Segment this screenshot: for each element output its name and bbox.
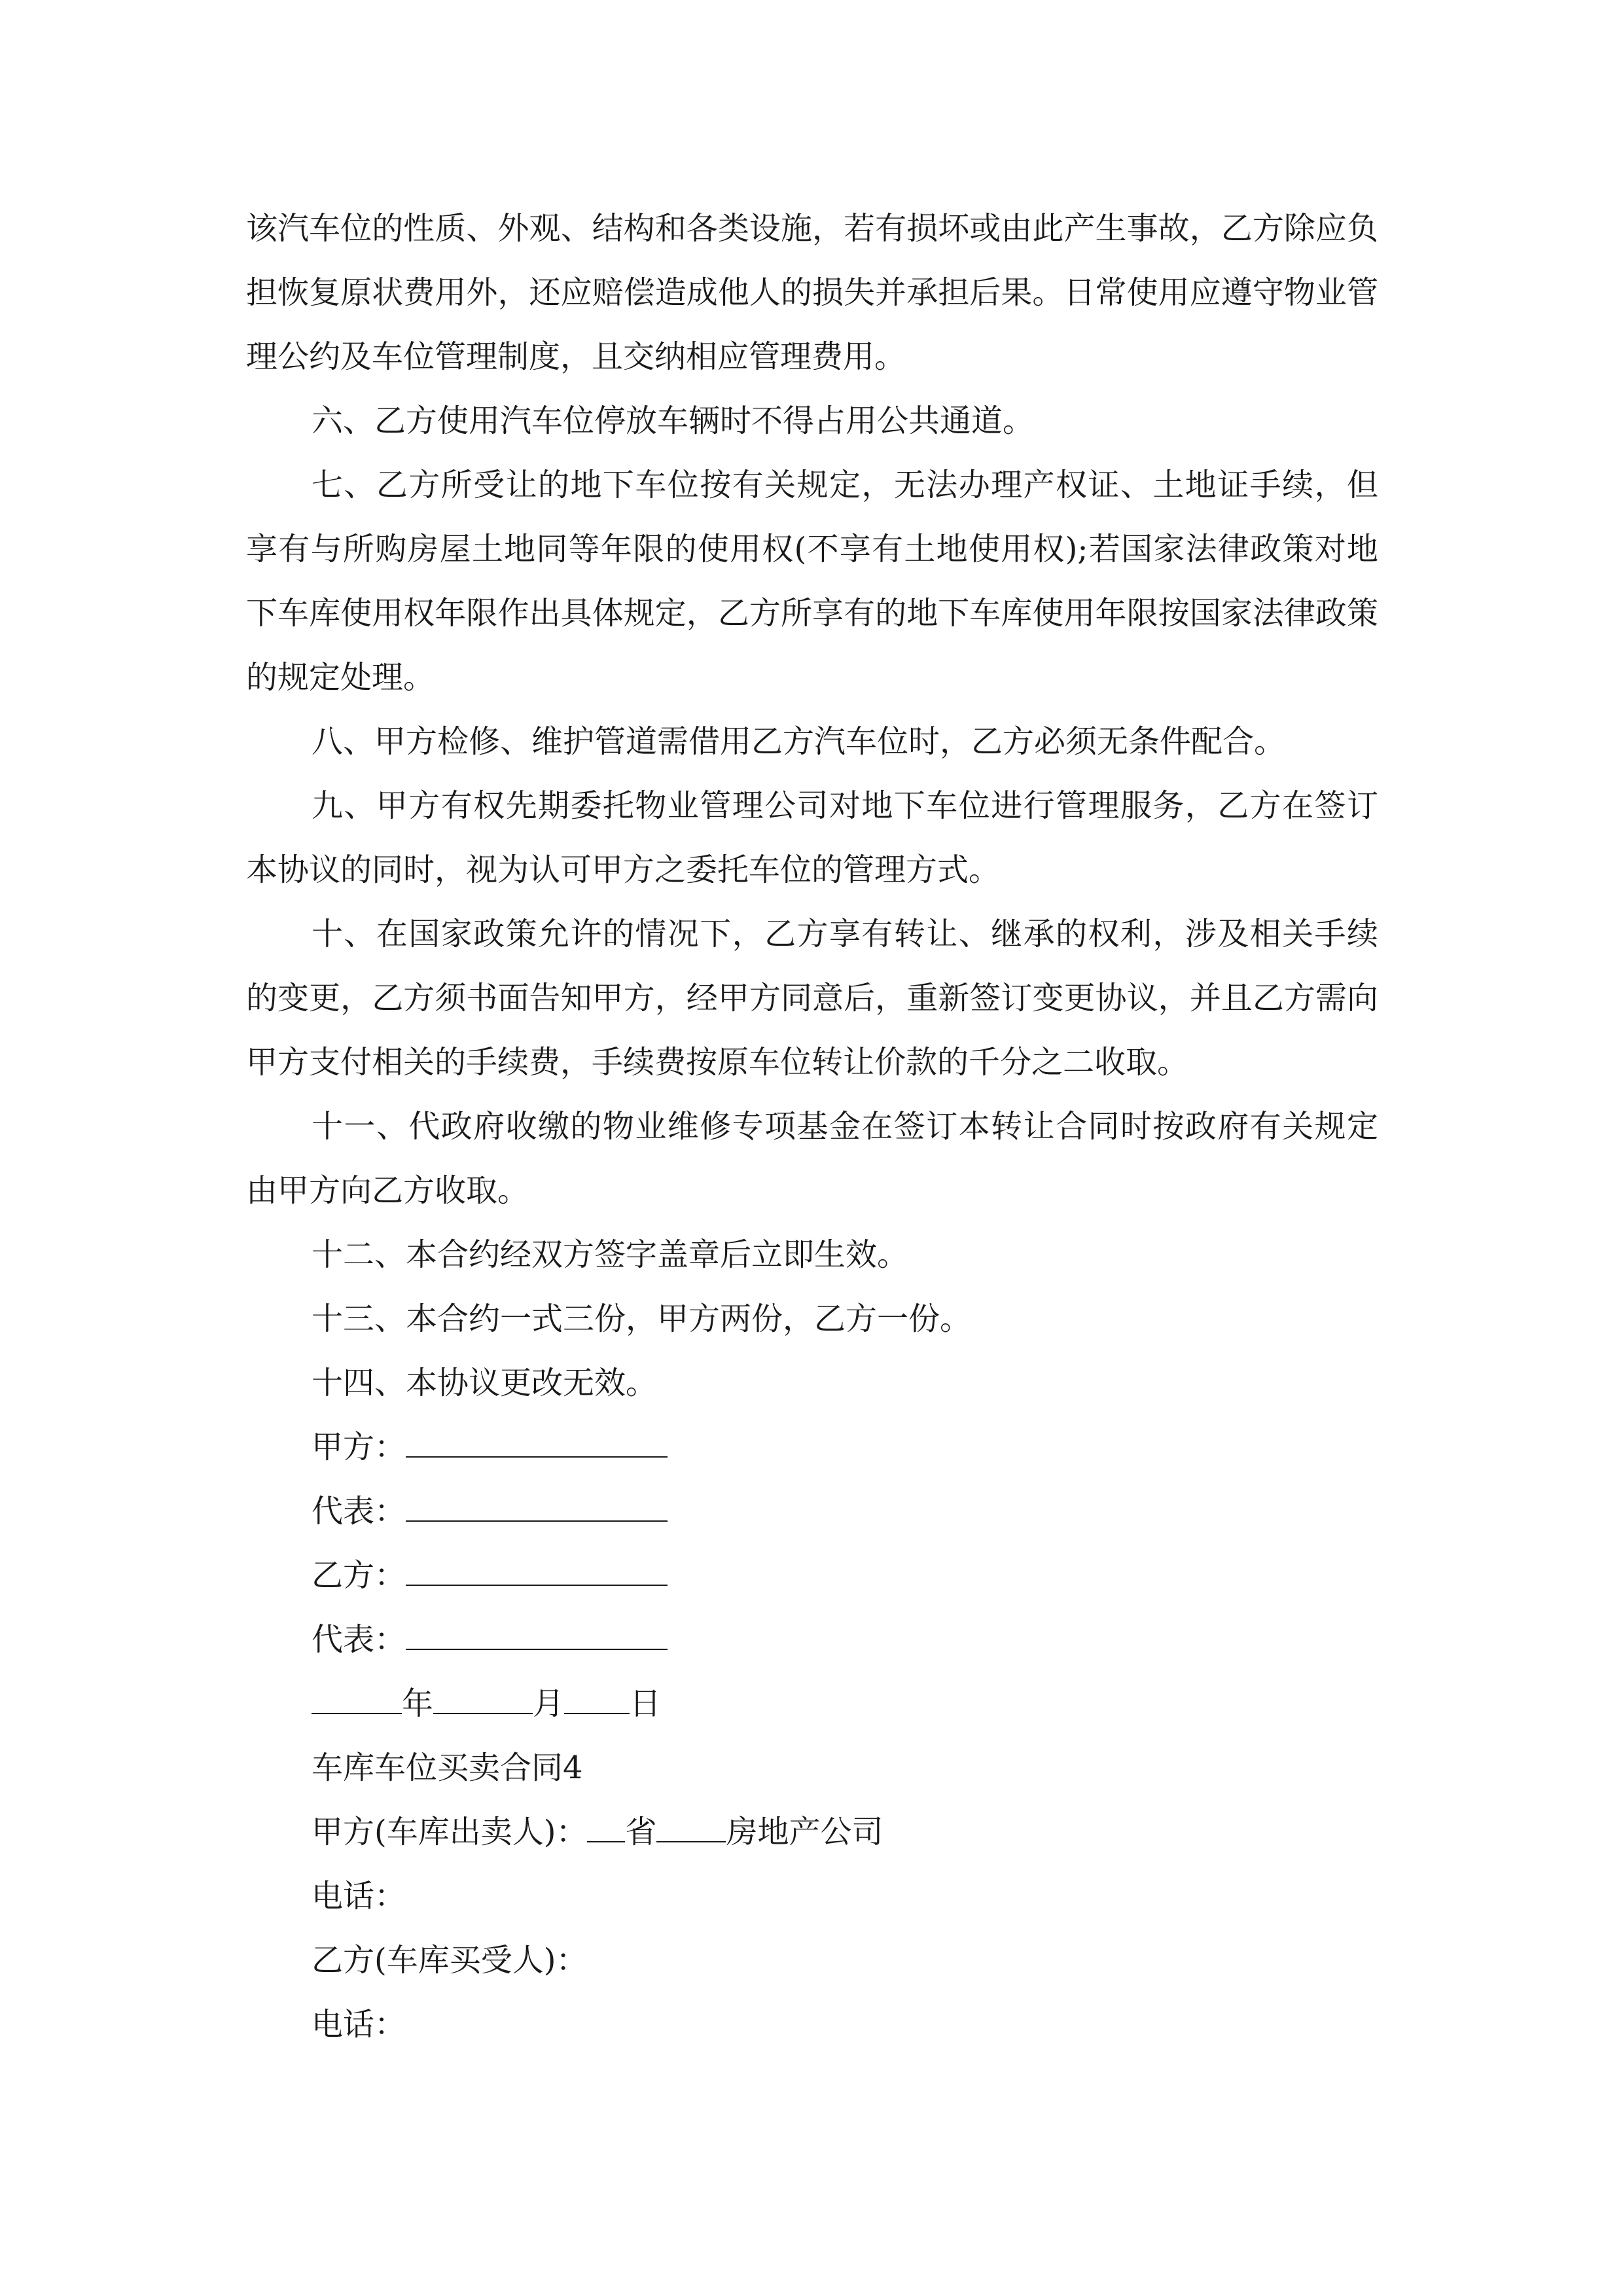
company-label: 房地产公司	[726, 1814, 883, 1850]
rep-a-signature-row	[246, 1479, 1378, 1543]
clause-14: 十四、本协议更改无效。	[312, 1365, 658, 1401]
party-b-signature-blank[interactable]	[406, 1544, 668, 1586]
clause-8: 八、甲方检修、维护管道需借用乙方汽车位时，乙方必须无条件配合。	[312, 723, 1286, 760]
year-label: 年	[402, 1685, 434, 1722]
month-blank[interactable]	[433, 1672, 533, 1714]
day-label: 日	[630, 1685, 662, 1722]
clause-6: 六、乙方使用汽车位停放车辆时不得占用公共通道。	[312, 403, 1035, 439]
party-a-signature-row	[246, 1415, 1378, 1479]
paragraph-continuation: 该汽车位的性质、外观、结构和各类设施，若有损坏或由此产生事故，乙方除应负担恢复原状费用外，还应赔偿造成他人的损失并承担后果。日常使用应遵守物业管理公约及车位管理制度，且交纳相应管理费用。	[246, 210, 1378, 375]
seller-row	[246, 1800, 1378, 1864]
rep-b-signature-blank[interactable]	[406, 1608, 668, 1650]
clause-10: 十、在国家政策允许的情况下，乙方享有转让、继承的权利，涉及相关手续的变更，乙方须书面告知甲方，经甲方同意后，重新签订变更协议，并且乙方需向甲方支付相关的手续费，手续费按原车位转让价款的千分之二收取。	[246, 916, 1378, 1081]
document-body	[246, 196, 1378, 2056]
party-b-signature-row	[246, 1543, 1378, 1607]
rep-a-signature-blank[interactable]	[406, 1480, 668, 1522]
clause-13: 十三、本合约一式三份，甲方两份，乙方一份。	[312, 1300, 972, 1337]
party-a-label: 甲方：	[312, 1429, 406, 1465]
rep-b-signature-row	[246, 1607, 1378, 1672]
rep-a-label: 代表：	[312, 1493, 406, 1530]
clause-11: 十一、代政府收缴的物业维修专项基金在签订本转让合同时按政府有关规定由甲方向乙方收取。	[246, 1108, 1378, 1209]
buyer-row: 乙方(车库买受人)：	[312, 1942, 588, 1979]
date-row	[246, 1672, 1378, 1736]
clause-9: 九、甲方有权先期委托物业管理公司对地下车位进行管理服务，乙方在签订本协议的同时，视为认可甲方之委托车位的管理方式。	[246, 787, 1378, 888]
party-a-signature-blank[interactable]	[406, 1416, 668, 1458]
seller-label: 甲方(车库出卖人)：	[312, 1814, 588, 1850]
company-blank[interactable]	[656, 1801, 726, 1842]
seller-phone: 电话：	[312, 1878, 406, 1914]
month-label: 月	[533, 1685, 565, 1722]
contract-title: 车库车位买卖合同4	[312, 1749, 583, 1786]
year-blank[interactable]	[312, 1672, 402, 1714]
buyer-phone: 电话：	[312, 2006, 406, 2043]
clause-12: 十二、本合约经双方签字盖章后立即生效。	[312, 1236, 909, 1273]
rep-b-label: 代表：	[312, 1621, 406, 1658]
province-label: 省	[625, 1814, 657, 1850]
day-blank[interactable]	[564, 1672, 630, 1714]
province-blank[interactable]	[587, 1801, 625, 1842]
party-b-label: 乙方：	[312, 1557, 406, 1594]
clause-7: 七、乙方所受让的地下车位按有关规定，无法办理产权证、土地证手续，但享有与所购房屋土地同等年限的使用权(不享有土地使用权);若国家法律政策对地下车库使用权年限作出具体规定，乙方所享有的地下车库使用年限按国家法律政策的规定处理。	[246, 467, 1378, 696]
